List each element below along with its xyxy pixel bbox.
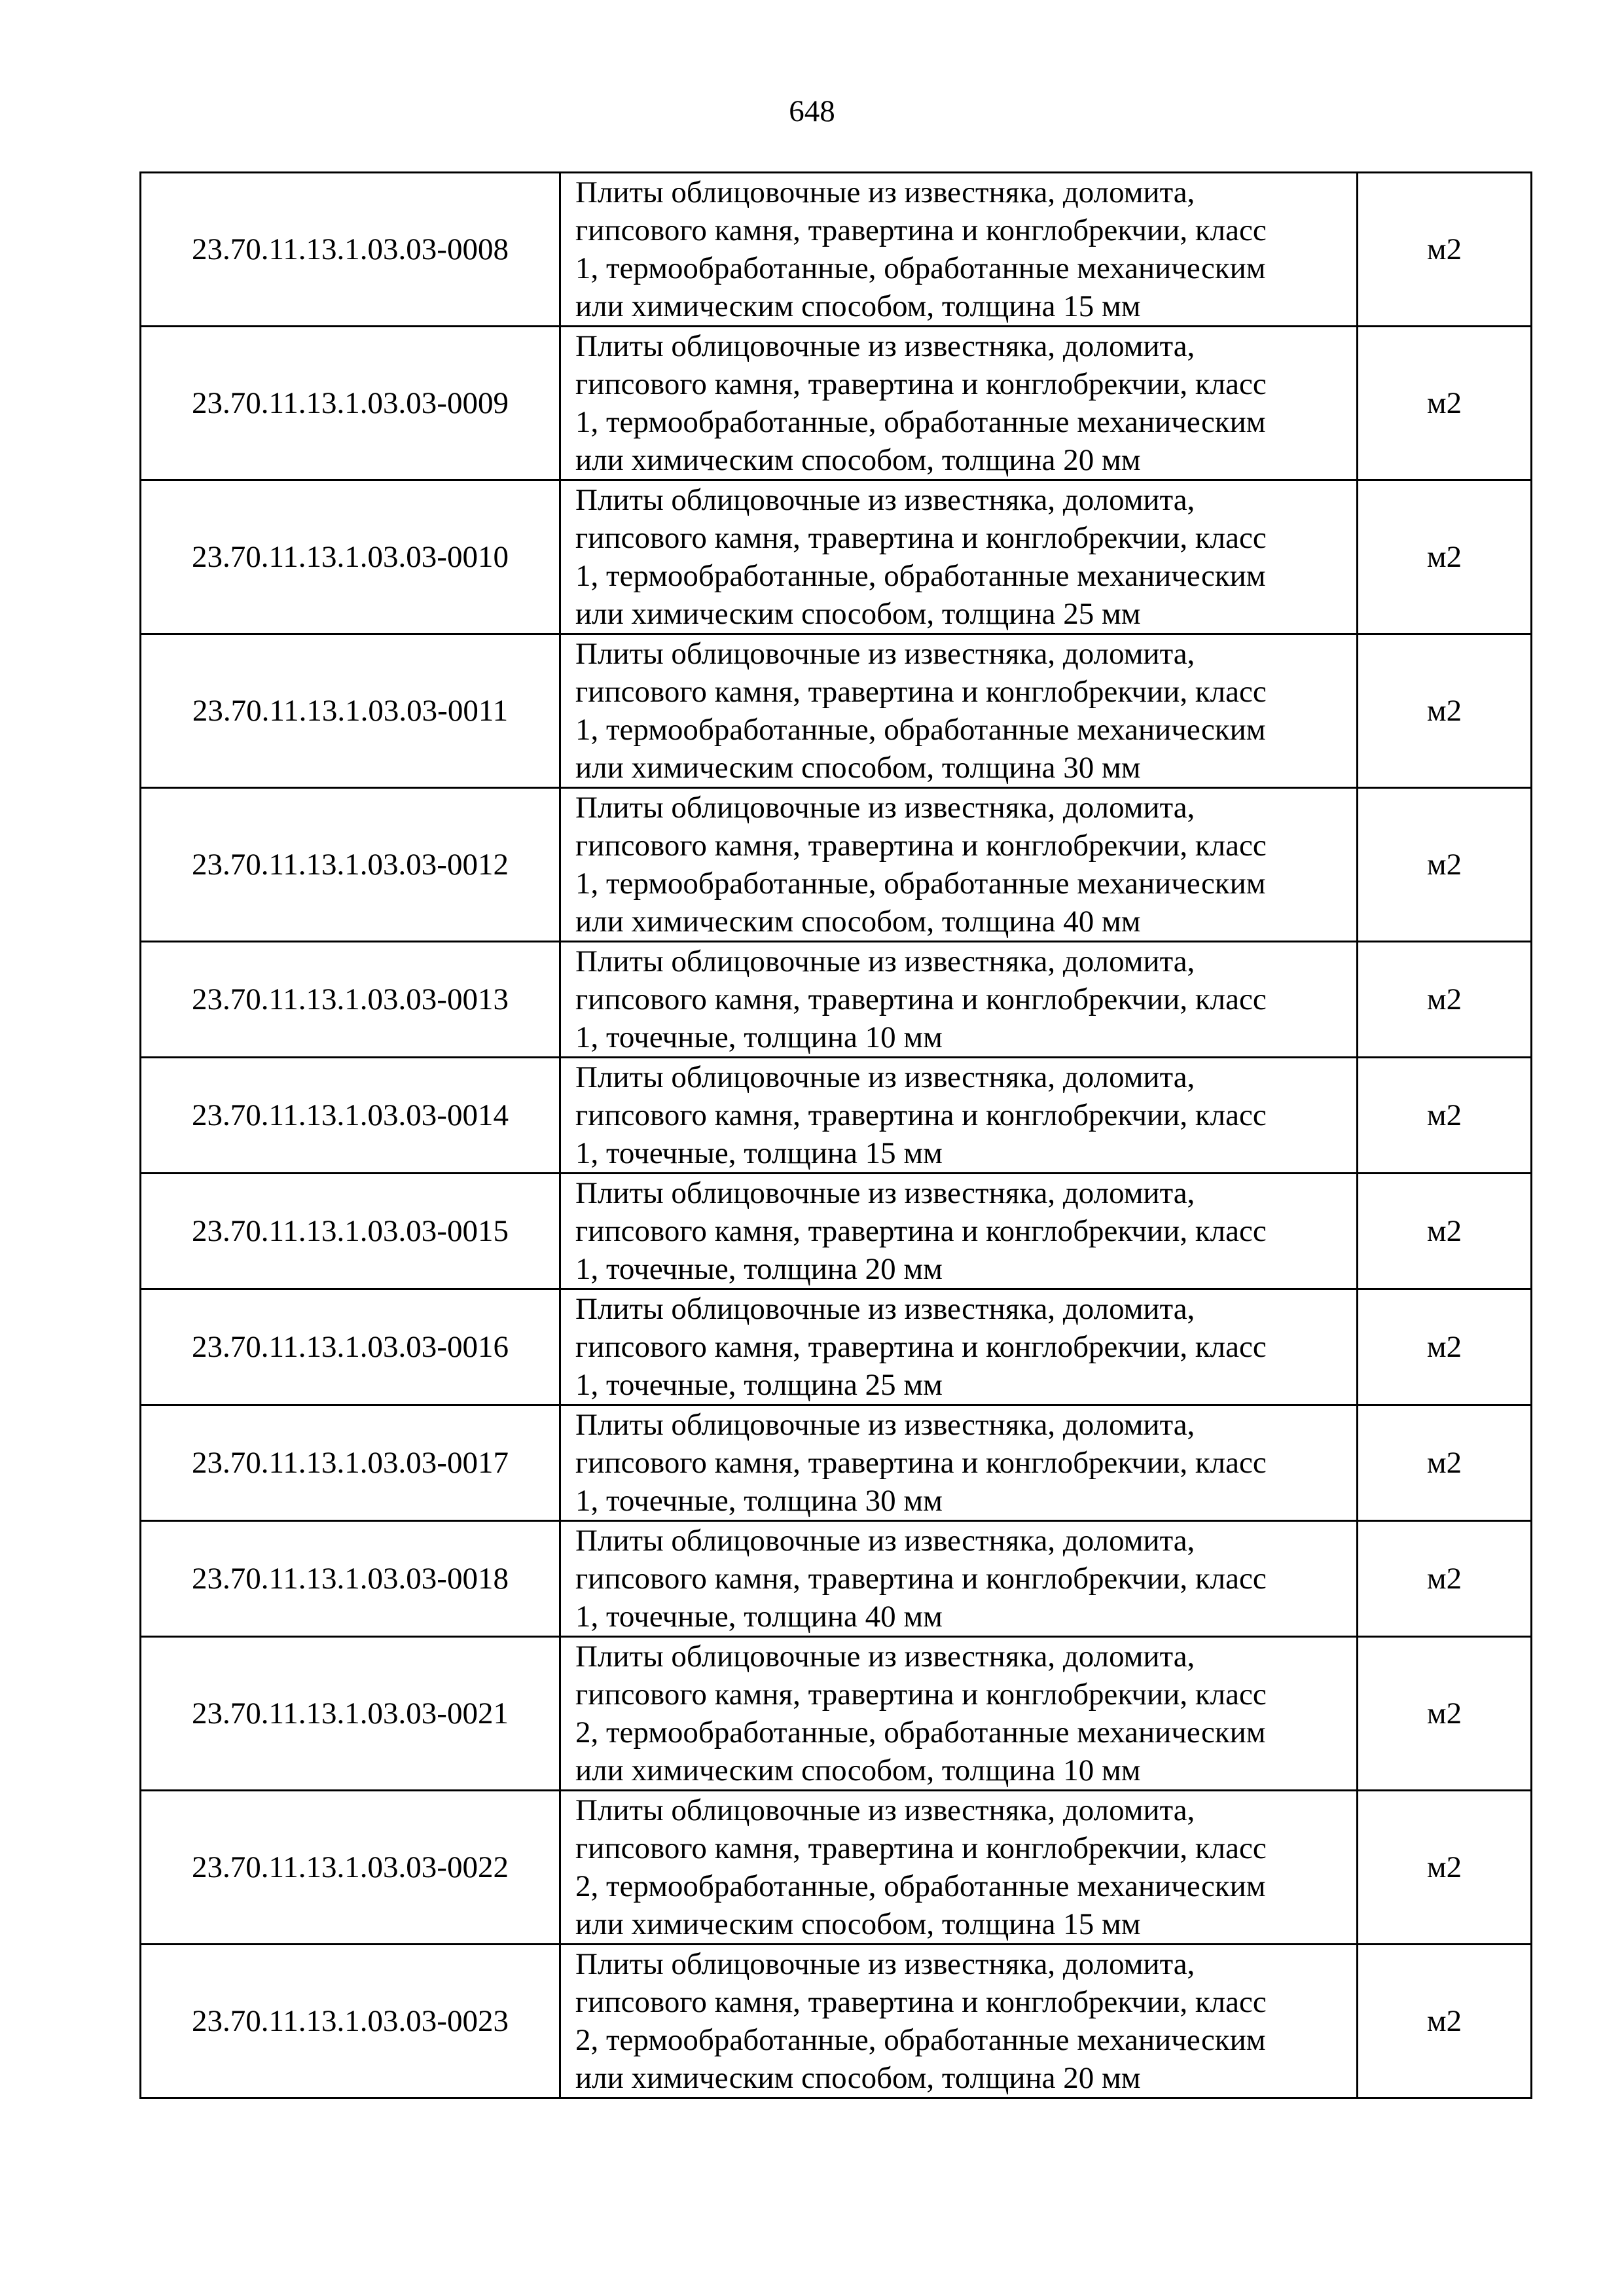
resource-description xyxy=(560,480,1358,634)
unit-of-measure: м2 xyxy=(1358,634,1532,788)
resource-description xyxy=(560,788,1358,942)
table-row xyxy=(141,173,1532,327)
table-row xyxy=(141,634,1532,788)
description-line: гипсового камня, травертина и конглобрекчии, класс xyxy=(575,1677,1267,1712)
description-line: или химическим способом, толщина 20 мм xyxy=(575,443,1141,477)
description-line: 1, точечные, толщина 15 мм xyxy=(575,1136,943,1170)
description-line: Плиты облицовочные из известняка, доломита, xyxy=(575,944,1195,978)
description-line: или химическим способом, толщина 25 мм xyxy=(575,597,1141,631)
resource-code: 23.70.11.13.1.03.03-0008 xyxy=(141,173,560,327)
resource-description xyxy=(560,942,1358,1058)
table-row xyxy=(141,1637,1532,1791)
description-line: гипсового камня, травертина и конглобрекчии, класс xyxy=(575,1985,1267,2019)
table-row xyxy=(141,327,1532,480)
table-body xyxy=(141,173,1532,2098)
resource-code: 23.70.11.13.1.03.03-0022 xyxy=(141,1791,560,1945)
resource-code: 23.70.11.13.1.03.03-0017 xyxy=(141,1405,560,1521)
resource-code: 23.70.11.13.1.03.03-0014 xyxy=(141,1058,560,1174)
resource-description xyxy=(560,1637,1358,1791)
description-line: Плиты облицовочные из известняка, доломита, xyxy=(575,1292,1195,1326)
unit-of-measure: м2 xyxy=(1358,173,1532,327)
description-line: гипсового камня, травертина и конглобрекчии, класс xyxy=(575,1562,1267,1596)
description-line: Плиты облицовочные из известняка, доломита, xyxy=(575,637,1195,671)
table-row xyxy=(141,1945,1532,2098)
unit-of-measure: м2 xyxy=(1358,480,1532,634)
description-line: или химическим способом, толщина 30 мм xyxy=(575,751,1141,785)
description-line: или химическим способом, толщина 15 мм xyxy=(575,1907,1141,1941)
description-line: 1, точечные, толщина 40 мм xyxy=(575,1600,943,1634)
resource-code: 23.70.11.13.1.03.03-0009 xyxy=(141,327,560,480)
description-line: гипсового камня, травертина и конглобрекчии, класс xyxy=(575,829,1267,863)
description-line: 1, точечные, толщина 10 мм xyxy=(575,1020,943,1054)
unit-of-measure: м2 xyxy=(1358,1521,1532,1637)
description-line: или химическим способом, толщина 20 мм xyxy=(575,2061,1141,2095)
resource-code: 23.70.11.13.1.03.03-0015 xyxy=(141,1174,560,1289)
description-line: гипсового камня, травертина и конглобрекчии, класс xyxy=(575,1831,1267,1865)
table-row xyxy=(141,1405,1532,1521)
resource-description xyxy=(560,1945,1358,2098)
unit-of-measure: м2 xyxy=(1358,788,1532,942)
table-row xyxy=(141,788,1532,942)
resource-code: 23.70.11.13.1.03.03-0021 xyxy=(141,1637,560,1791)
description-line: Плиты облицовочные из известняка, доломита, xyxy=(575,483,1195,517)
resource-code: 23.70.11.13.1.03.03-0018 xyxy=(141,1521,560,1637)
resource-description xyxy=(560,1174,1358,1289)
description-line: 1, точечные, толщина 20 мм xyxy=(575,1252,943,1286)
table-row xyxy=(141,480,1532,634)
description-line: 1, термообработанные, обработанные механическим xyxy=(575,405,1266,439)
resource-table xyxy=(139,171,1532,2099)
description-line: 2, термообработанные, обработанные механическим xyxy=(575,1869,1266,1903)
unit-of-measure: м2 xyxy=(1358,1637,1532,1791)
description-line: или химическим способом, толщина 10 мм xyxy=(575,1753,1141,1787)
description-line: Плиты облицовочные из известняка, доломита, xyxy=(575,1640,1195,1674)
unit-of-measure: м2 xyxy=(1358,942,1532,1058)
resource-description xyxy=(560,1791,1358,1945)
resource-code: 23.70.11.13.1.03.03-0016 xyxy=(141,1289,560,1405)
resource-description xyxy=(560,1289,1358,1405)
table-row xyxy=(141,1058,1532,1174)
unit-of-measure: м2 xyxy=(1358,1058,1532,1174)
table-row xyxy=(141,1791,1532,1945)
resource-description xyxy=(560,1405,1358,1521)
unit-of-measure: м2 xyxy=(1358,1405,1532,1521)
description-line: Плиты облицовочные из известняка, доломита, xyxy=(575,1793,1195,1827)
description-line: 2, термообработанные, обработанные механическим xyxy=(575,2023,1266,2057)
resource-code: 23.70.11.13.1.03.03-0023 xyxy=(141,1945,560,2098)
unit-of-measure: м2 xyxy=(1358,1945,1532,2098)
unit-of-measure: м2 xyxy=(1358,1791,1532,1945)
description-line: или химическим способом, толщина 15 мм xyxy=(575,289,1141,323)
table-row xyxy=(141,1521,1532,1637)
description-line: Плиты облицовочные из известняка, доломита, xyxy=(575,175,1195,209)
description-line: 1, точечные, толщина 30 мм xyxy=(575,1484,943,1518)
description-line: Плиты облицовочные из известняка, доломита, xyxy=(575,1524,1195,1558)
description-line: 1, термообработанные, обработанные механическим xyxy=(575,713,1266,747)
description-line: гипсового камня, травертина и конглобрекчии, класс xyxy=(575,521,1267,555)
description-line: Плиты облицовочные из известняка, доломита, xyxy=(575,1060,1195,1094)
description-line: 1, термообработанные, обработанные механическим xyxy=(575,559,1266,593)
description-line: 2, термообработанные, обработанные механическим xyxy=(575,1715,1266,1749)
resource-description xyxy=(560,173,1358,327)
unit-of-measure: м2 xyxy=(1358,327,1532,480)
unit-of-measure: м2 xyxy=(1358,1289,1532,1405)
description-line: гипсового камня, травертина и конглобрекчии, класс xyxy=(575,982,1267,1016)
resource-code: 23.70.11.13.1.03.03-0011 xyxy=(141,634,560,788)
resource-description xyxy=(560,327,1358,480)
description-line: гипсового камня, травертина и конглобрекчии, класс xyxy=(575,1214,1267,1248)
table-row xyxy=(141,942,1532,1058)
description-line: Плиты облицовочные из известняка, доломита, xyxy=(575,329,1195,363)
description-line: гипсового камня, травертина и конглобрекчии, класс xyxy=(575,367,1267,401)
description-line: гипсового камня, травертина и конглобрекчии, класс xyxy=(575,675,1267,709)
unit-of-measure: м2 xyxy=(1358,1174,1532,1289)
page-number: 648 xyxy=(789,94,835,128)
description-line: гипсового камня, травертина и конглобрекчии, класс xyxy=(575,1098,1267,1132)
description-line: гипсового камня, травертина и конглобрекчии, класс xyxy=(575,213,1267,247)
resource-code: 23.70.11.13.1.03.03-0013 xyxy=(141,942,560,1058)
description-line: гипсового камня, травертина и конглобрекчии, класс xyxy=(575,1330,1267,1364)
description-line: или химическим способом, толщина 40 мм xyxy=(575,905,1141,939)
resource-description xyxy=(560,1521,1358,1637)
description-line: гипсового камня, травертина и конглобрекчии, класс xyxy=(575,1446,1267,1480)
table-row xyxy=(141,1174,1532,1289)
description-line: Плиты облицовочные из известняка, доломита, xyxy=(575,1947,1195,1981)
description-line: 1, термообработанные, обработанные механическим xyxy=(575,867,1266,901)
description-line: Плиты облицовочные из известняка, доломита, xyxy=(575,1408,1195,1442)
description-line: 1, термообработанные, обработанные механическим xyxy=(575,251,1266,285)
table-row xyxy=(141,1289,1532,1405)
resource-description xyxy=(560,634,1358,788)
resource-code: 23.70.11.13.1.03.03-0012 xyxy=(141,788,560,942)
description-line: Плиты облицовочные из известняка, доломита, xyxy=(575,1176,1195,1210)
resource-code: 23.70.11.13.1.03.03-0010 xyxy=(141,480,560,634)
description-line: 1, точечные, толщина 25 мм xyxy=(575,1368,943,1402)
resource-description xyxy=(560,1058,1358,1174)
description-line: Плиты облицовочные из известняка, доломита, xyxy=(575,791,1195,825)
